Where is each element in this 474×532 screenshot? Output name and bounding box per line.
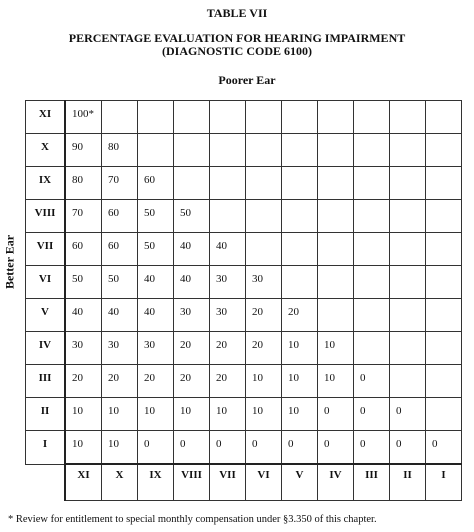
cell-value (246, 167, 281, 175)
table-cell (282, 266, 318, 299)
table-cell (426, 266, 462, 299)
table-cell (318, 398, 354, 431)
cell-value (390, 134, 425, 142)
cell-value (318, 233, 353, 241)
table-cell (210, 332, 246, 365)
table-cell (210, 398, 246, 431)
column-axis-label: Poorer Ear (218, 73, 276, 87)
table-cell (318, 200, 354, 233)
column-label-text: I (441, 469, 446, 481)
cell-value: 30 (252, 273, 263, 285)
cell-value: 80 (108, 141, 119, 153)
cell-value: 40 (180, 240, 191, 252)
cell-value (426, 167, 461, 175)
table-cell (282, 365, 318, 398)
column-label-text: VIII (181, 469, 202, 481)
table-cell (102, 398, 138, 431)
table-cell (102, 101, 138, 134)
cell-value (246, 233, 281, 241)
column-label (246, 464, 282, 501)
table-row (26, 266, 462, 299)
table-cell (65, 332, 102, 365)
cell-value (246, 101, 281, 109)
table-cell (138, 233, 174, 266)
table-cell (138, 299, 174, 332)
column-label-row (26, 464, 462, 501)
table-cell (390, 167, 426, 200)
table-cell (210, 167, 246, 200)
table-cell (138, 101, 174, 134)
column-label-text: II (403, 469, 412, 481)
row-label: I (26, 431, 66, 465)
row-axis-label: Better Ear (2, 234, 17, 290)
column-label (390, 464, 426, 501)
cell-value (318, 299, 353, 307)
table-cell (210, 431, 246, 465)
table-cell (426, 431, 462, 465)
column-label-text: IV (329, 469, 342, 481)
table-cell (354, 134, 390, 167)
table-cell (102, 134, 138, 167)
table-cell (138, 332, 174, 365)
cell-value: 30 (180, 306, 191, 318)
cell-value: 60 (108, 240, 119, 252)
table-cell (354, 431, 390, 465)
cell-value: 20 (180, 372, 191, 384)
table-cell (282, 101, 318, 134)
table-cell (174, 200, 210, 233)
evaluation-table-wrap (25, 100, 462, 501)
column-label-text: VII (219, 469, 236, 481)
row-label: II (26, 398, 66, 431)
cell-value (138, 134, 173, 142)
cell-value: 70 (72, 207, 83, 219)
row-label: VIII (26, 200, 66, 233)
cell-value (282, 167, 317, 175)
cell-value (318, 134, 353, 142)
cell-value: 50 (180, 207, 191, 219)
cell-value: 40 (72, 306, 83, 318)
cell-value: 40 (144, 273, 155, 285)
cell-value: 0 (252, 438, 258, 450)
cell-value (246, 134, 281, 142)
cell-value: 70 (108, 174, 119, 186)
cell-value: 20 (216, 339, 227, 351)
footnote: * Review for entitlement to special monthly compensation under §3.350 of this chapter. (8, 514, 377, 525)
cell-value (282, 200, 317, 208)
cell-value: 0 (324, 405, 330, 417)
cell-value: 50 (108, 273, 119, 285)
column-label (354, 464, 390, 501)
row-label: III (26, 365, 66, 398)
cell-value: 10 (108, 438, 119, 450)
cell-value (354, 200, 389, 208)
table-cell (354, 299, 390, 332)
cell-value: 60 (108, 207, 119, 219)
column-label (174, 464, 210, 501)
table-cell (318, 167, 354, 200)
table-cell (210, 200, 246, 233)
cell-value (354, 134, 389, 142)
cell-value: 10 (252, 405, 263, 417)
table-cell (174, 233, 210, 266)
table-cell (426, 332, 462, 365)
table-cell (282, 431, 318, 465)
column-label (102, 464, 138, 501)
cell-value: 10 (288, 339, 299, 351)
table-title: PERCENTAGE EVALUATION FOR HEARING IMPAIRMENT (68, 31, 406, 45)
cell-value: 20 (252, 306, 263, 318)
cell-value (282, 266, 317, 274)
table-body (26, 101, 462, 501)
cell-value: 30 (216, 306, 227, 318)
cell-value: 0 (288, 438, 294, 450)
table-cell (318, 266, 354, 299)
row-label: X (26, 134, 66, 167)
cell-value: 20 (216, 372, 227, 384)
cell-value: 10 (324, 372, 335, 384)
table-cell (318, 233, 354, 266)
table-row (26, 101, 462, 134)
table-cell (65, 200, 102, 233)
table-cell (282, 398, 318, 431)
table-cell (354, 233, 390, 266)
cell-value (174, 101, 209, 109)
cell-value (102, 101, 137, 109)
cell-value: 30 (144, 339, 155, 351)
cell-value (282, 233, 317, 241)
table-cell (282, 134, 318, 167)
cell-value: 60 (144, 174, 155, 186)
table-cell (246, 332, 282, 365)
cell-value: 10 (288, 372, 299, 384)
table-cell (318, 101, 354, 134)
table-cell (65, 167, 102, 200)
cell-value: 20 (180, 339, 191, 351)
cell-value: 10 (216, 405, 227, 417)
table-cell (282, 299, 318, 332)
table-cell (174, 332, 210, 365)
corner-cell (26, 464, 66, 501)
table-cell (138, 167, 174, 200)
table-cell (390, 299, 426, 332)
cell-value: 0 (144, 438, 150, 450)
table-cell (102, 266, 138, 299)
cell-value: 0 (180, 438, 186, 450)
row-label: IV (26, 332, 66, 365)
column-label-text: VI (257, 469, 270, 481)
cell-value (426, 101, 461, 109)
cell-value (174, 167, 209, 175)
cell-value: 20 (144, 372, 155, 384)
cell-value (390, 200, 425, 208)
column-label-text: III (365, 469, 378, 481)
table-cell (210, 299, 246, 332)
cell-value: 20 (108, 372, 119, 384)
table-cell (210, 266, 246, 299)
table-cell (102, 200, 138, 233)
table-cell (426, 134, 462, 167)
column-label (426, 464, 462, 501)
column-label-text: XI (77, 469, 90, 481)
cell-value (390, 266, 425, 274)
table-cell (138, 431, 174, 465)
column-label (318, 464, 354, 501)
table-cell (390, 134, 426, 167)
cell-value (210, 167, 245, 175)
table-cell (138, 134, 174, 167)
cell-value: 50 (144, 240, 155, 252)
table-cell (102, 332, 138, 365)
table-cell (318, 299, 354, 332)
table-cell (210, 134, 246, 167)
column-label (210, 464, 246, 501)
cell-value (174, 134, 209, 142)
table-row (26, 365, 462, 398)
cell-value: 50 (144, 207, 155, 219)
table-cell (318, 332, 354, 365)
table-cell (102, 233, 138, 266)
table-cell (174, 167, 210, 200)
column-label (65, 464, 102, 501)
table-cell (354, 398, 390, 431)
table-cell (65, 233, 102, 266)
table-cell (246, 398, 282, 431)
cell-value (318, 200, 353, 208)
cell-value: 0 (432, 438, 438, 450)
column-label (282, 464, 318, 501)
cell-value: 0 (360, 405, 366, 417)
cell-value (426, 200, 461, 208)
column-label-text: X (115, 469, 124, 481)
table-cell (246, 167, 282, 200)
cell-value (390, 332, 425, 340)
table-cell (246, 134, 282, 167)
cell-value (318, 101, 353, 109)
table-cell (174, 134, 210, 167)
cell-value: 10 (144, 405, 155, 417)
cell-value (354, 101, 389, 109)
cell-value: 60 (72, 240, 83, 252)
table-cell (138, 398, 174, 431)
cell-value (426, 266, 461, 274)
cell-value: 40 (108, 306, 119, 318)
cell-value: 10 (108, 405, 119, 417)
cell-value (318, 266, 353, 274)
table-cell (282, 233, 318, 266)
cell-value: 0 (396, 438, 402, 450)
cell-value (246, 200, 281, 208)
cell-value: 40 (180, 273, 191, 285)
cell-value: 0 (360, 438, 366, 450)
row-label: VI (26, 266, 66, 299)
table-row (26, 398, 462, 431)
table-cell (65, 266, 102, 299)
table-cell (246, 101, 282, 134)
table-cell (390, 398, 426, 431)
table-cell (174, 398, 210, 431)
cell-value (354, 266, 389, 274)
cell-value: 40 (216, 240, 227, 252)
table-number: TABLE VII (206, 6, 268, 20)
table-cell (390, 101, 426, 134)
cell-value (318, 167, 353, 175)
table-cell (174, 266, 210, 299)
table-cell (210, 101, 246, 134)
table-cell (246, 233, 282, 266)
column-label (138, 464, 174, 501)
cell-value (282, 101, 317, 109)
table-cell (65, 365, 102, 398)
table-cell (65, 134, 102, 167)
table-cell (390, 200, 426, 233)
row-label: IX (26, 167, 66, 200)
cell-value: 0 (360, 372, 366, 384)
table-cell (282, 200, 318, 233)
cell-value: 80 (72, 174, 83, 186)
cell-value: 90 (72, 141, 83, 153)
cell-value (426, 233, 461, 241)
table-cell (246, 365, 282, 398)
cell-value (390, 365, 425, 373)
table-cell (246, 431, 282, 465)
table-cell (426, 365, 462, 398)
cell-value: 30 (108, 339, 119, 351)
table-cell (354, 167, 390, 200)
table-cell (426, 299, 462, 332)
table-cell (246, 299, 282, 332)
cell-value (390, 167, 425, 175)
cell-value (210, 134, 245, 142)
table-cell (65, 431, 102, 465)
table-cell (102, 365, 138, 398)
table-cell (210, 365, 246, 398)
table-cell (354, 332, 390, 365)
row-label: VII (26, 233, 66, 266)
cell-value: 20 (288, 306, 299, 318)
cell-value: 20 (252, 339, 263, 351)
cell-value (426, 398, 461, 406)
table-cell (426, 167, 462, 200)
table-cell (282, 167, 318, 200)
cell-value (426, 365, 461, 373)
table-cell (65, 398, 102, 431)
table-cell (426, 101, 462, 134)
table-cell (138, 200, 174, 233)
cell-value (426, 332, 461, 340)
cell-value: 0 (324, 438, 330, 450)
cell-value (354, 233, 389, 241)
cell-value (210, 200, 245, 208)
table-cell (390, 365, 426, 398)
cell-value (354, 332, 389, 340)
cell-value: 10 (324, 339, 335, 351)
table-cell (390, 266, 426, 299)
table-row (26, 167, 462, 200)
table-cell (65, 299, 102, 332)
table-row (26, 332, 462, 365)
cell-value: 10 (72, 405, 83, 417)
table-row (26, 134, 462, 167)
cell-value: 10 (288, 405, 299, 417)
table-cell (210, 233, 246, 266)
cell-value: 10 (72, 438, 83, 450)
cell-value (390, 101, 425, 109)
table-cell (354, 200, 390, 233)
cell-value: 30 (72, 339, 83, 351)
table-cell (174, 365, 210, 398)
table-cell (390, 332, 426, 365)
table-row (26, 233, 462, 266)
table-cell (174, 431, 210, 465)
cell-value: 20 (72, 372, 83, 384)
table-row (26, 431, 462, 465)
table-cell (138, 365, 174, 398)
table-cell (174, 299, 210, 332)
cell-value (210, 101, 245, 109)
cell-value: 10 (180, 405, 191, 417)
table-cell (174, 101, 210, 134)
cell-value (354, 299, 389, 307)
cell-value (426, 134, 461, 142)
table-cell (246, 200, 282, 233)
cell-value (138, 101, 173, 109)
table-cell (65, 101, 102, 134)
table-cell (426, 398, 462, 431)
table-subtitle: (DIAGNOSTIC CODE 6100) (161, 44, 312, 58)
cell-value: 10 (252, 372, 263, 384)
cell-value (282, 134, 317, 142)
table-row (26, 299, 462, 332)
table-cell (246, 266, 282, 299)
table-cell (282, 332, 318, 365)
cell-value: 100* (72, 108, 94, 120)
table-cell (318, 365, 354, 398)
cell-value: 40 (144, 306, 155, 318)
table-cell (354, 101, 390, 134)
cell-value: 30 (216, 273, 227, 285)
table-cell (102, 431, 138, 465)
row-label: XI (26, 101, 66, 134)
column-label-text: V (295, 469, 304, 481)
cell-value: 0 (216, 438, 222, 450)
cell-value (354, 167, 389, 175)
cell-value (426, 299, 461, 307)
row-axis-label-wrap (3, 212, 17, 312)
table-cell (318, 134, 354, 167)
table-cell (426, 233, 462, 266)
table-cell (390, 233, 426, 266)
row-label: V (26, 299, 66, 332)
cell-value: 50 (72, 273, 83, 285)
table-cell (426, 200, 462, 233)
table-row (26, 200, 462, 233)
cell-value (390, 233, 425, 241)
cell-value (390, 299, 425, 307)
table-cell (102, 167, 138, 200)
table-cell (354, 266, 390, 299)
cell-value: 0 (396, 405, 402, 417)
table-cell (138, 266, 174, 299)
evaluation-table (25, 100, 462, 501)
table-cell (102, 299, 138, 332)
column-label-text: IX (149, 469, 162, 481)
table-cell (390, 431, 426, 465)
table-cell (318, 431, 354, 465)
table-cell (354, 365, 390, 398)
